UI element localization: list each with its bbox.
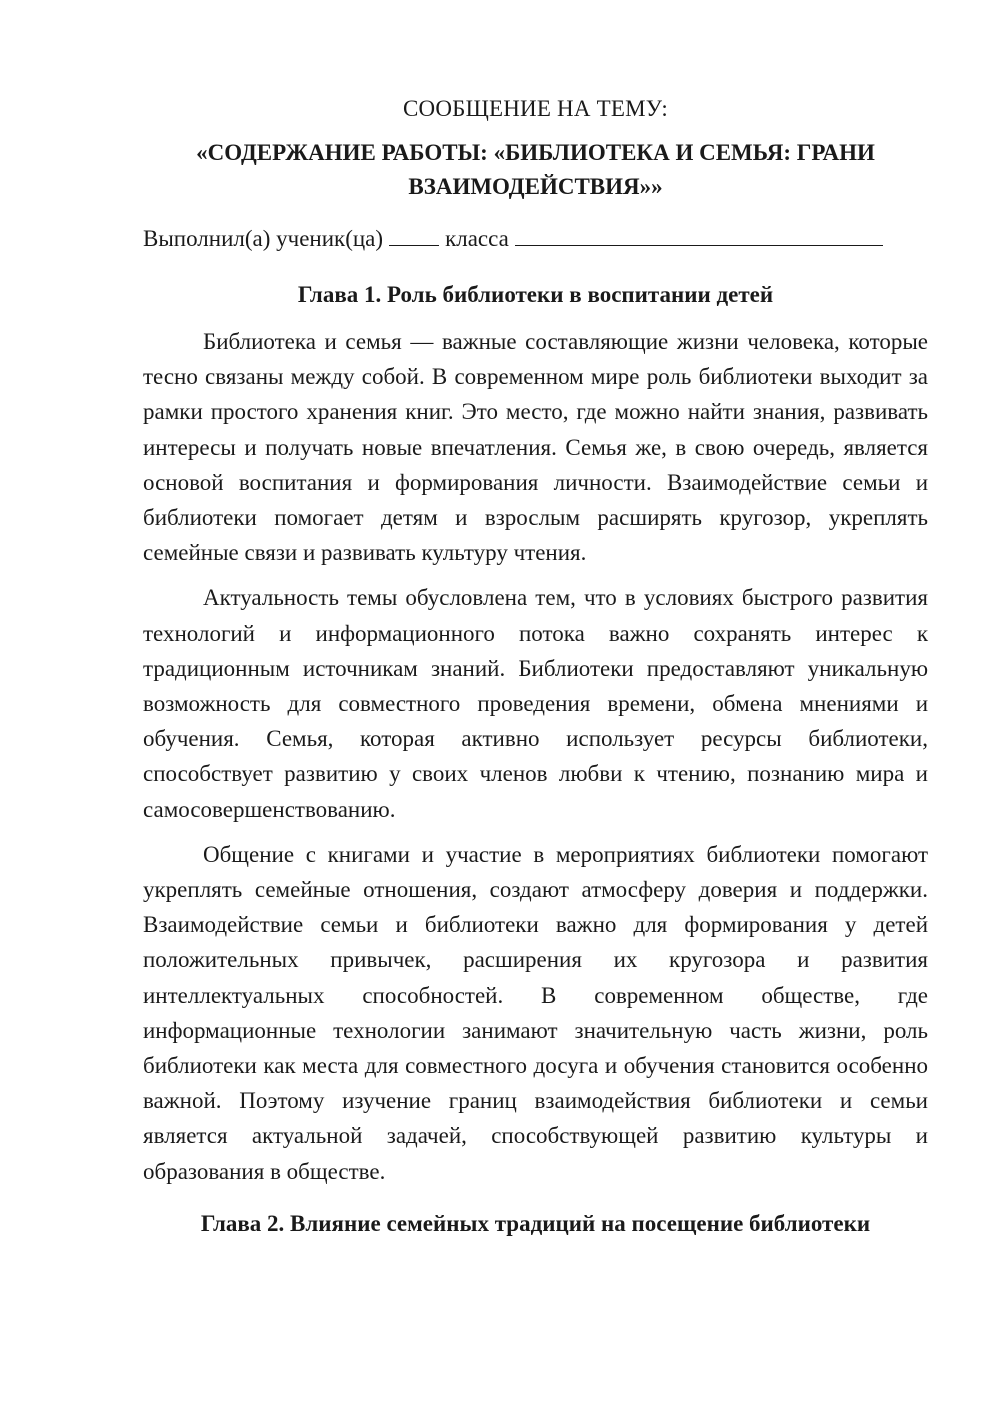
class-name-blank <box>515 223 883 246</box>
document-content <box>143 92 928 1253</box>
author-prefix: Выполнил(а) ученик(ца) <box>143 226 384 251</box>
paragraph: Актуальность темы обусловлена тем, что в условиях быстрого развития технологий и информационного потока важно сохранять интерес к традиционным источникам знаний. Библиотеки предоставляют уникальную возможность для совместного проведения времени, обмена мнениями и обучения. Семья, которая активно использует ресурсы библиотеки, способствует развитию у своих членов любви к чтению, познанию мира и самосовершенствованию. <box>143 585 928 822</box>
document-label: СООБЩЕНИЕ НА ТЕМУ: <box>403 96 668 121</box>
document-title: «СОДЕРЖАНИЕ РАБОТЫ: «БИБЛИОТЕКА И СЕМЬЯ: ГРАНИ ВЗАИМОДЕЙСТВИЯ»» <box>196 140 875 199</box>
author-line <box>143 222 928 256</box>
class-label: класса <box>445 226 509 251</box>
grade-blank <box>389 223 439 246</box>
paragraph: Общение с книгами и участие в мероприятиях библиотеки помогают укреплять семейные отношения, создают атмосферу доверия и поддержки. Взаимодействие семьи и библиотеки важно для формирования у детей положительных привычек, расширения их кругозора и развития интеллектуальных способностей. В современном обществе, где информационные технологии занимают значительную часть жизни, роль библиотеки как места для совместного досуга и обучения становится особенно важной. Поэтому изучение границ взаимодействия библиотеки и семьи является актуальной задачей, способствующей развитию культуры и образования в обществе. <box>143 841 928 1184</box>
paragraph: Библиотека и семья — важные составляющие жизни человека, которые тесно связаны между собой. В современном мире роль библиотеки выходит за рамки простого хранения книг. Это место, где можно найти знания, развивать интересы и получать новые впечатления. Семья же, в свою очередь, является основой воспитания и формирования личности. Взаимодействие семьи и библиотеки помогает детям и взрослым расширять кругозор, укреплять семейные связи и развивать культуру чтения. <box>143 329 928 566</box>
chapter-title: Глава 1. Роль библиотеки в воспитании детей <box>297 282 774 307</box>
chapter-title: Глава 2. Влияние семейных традиций на посещение библиотеки <box>200 1210 871 1236</box>
